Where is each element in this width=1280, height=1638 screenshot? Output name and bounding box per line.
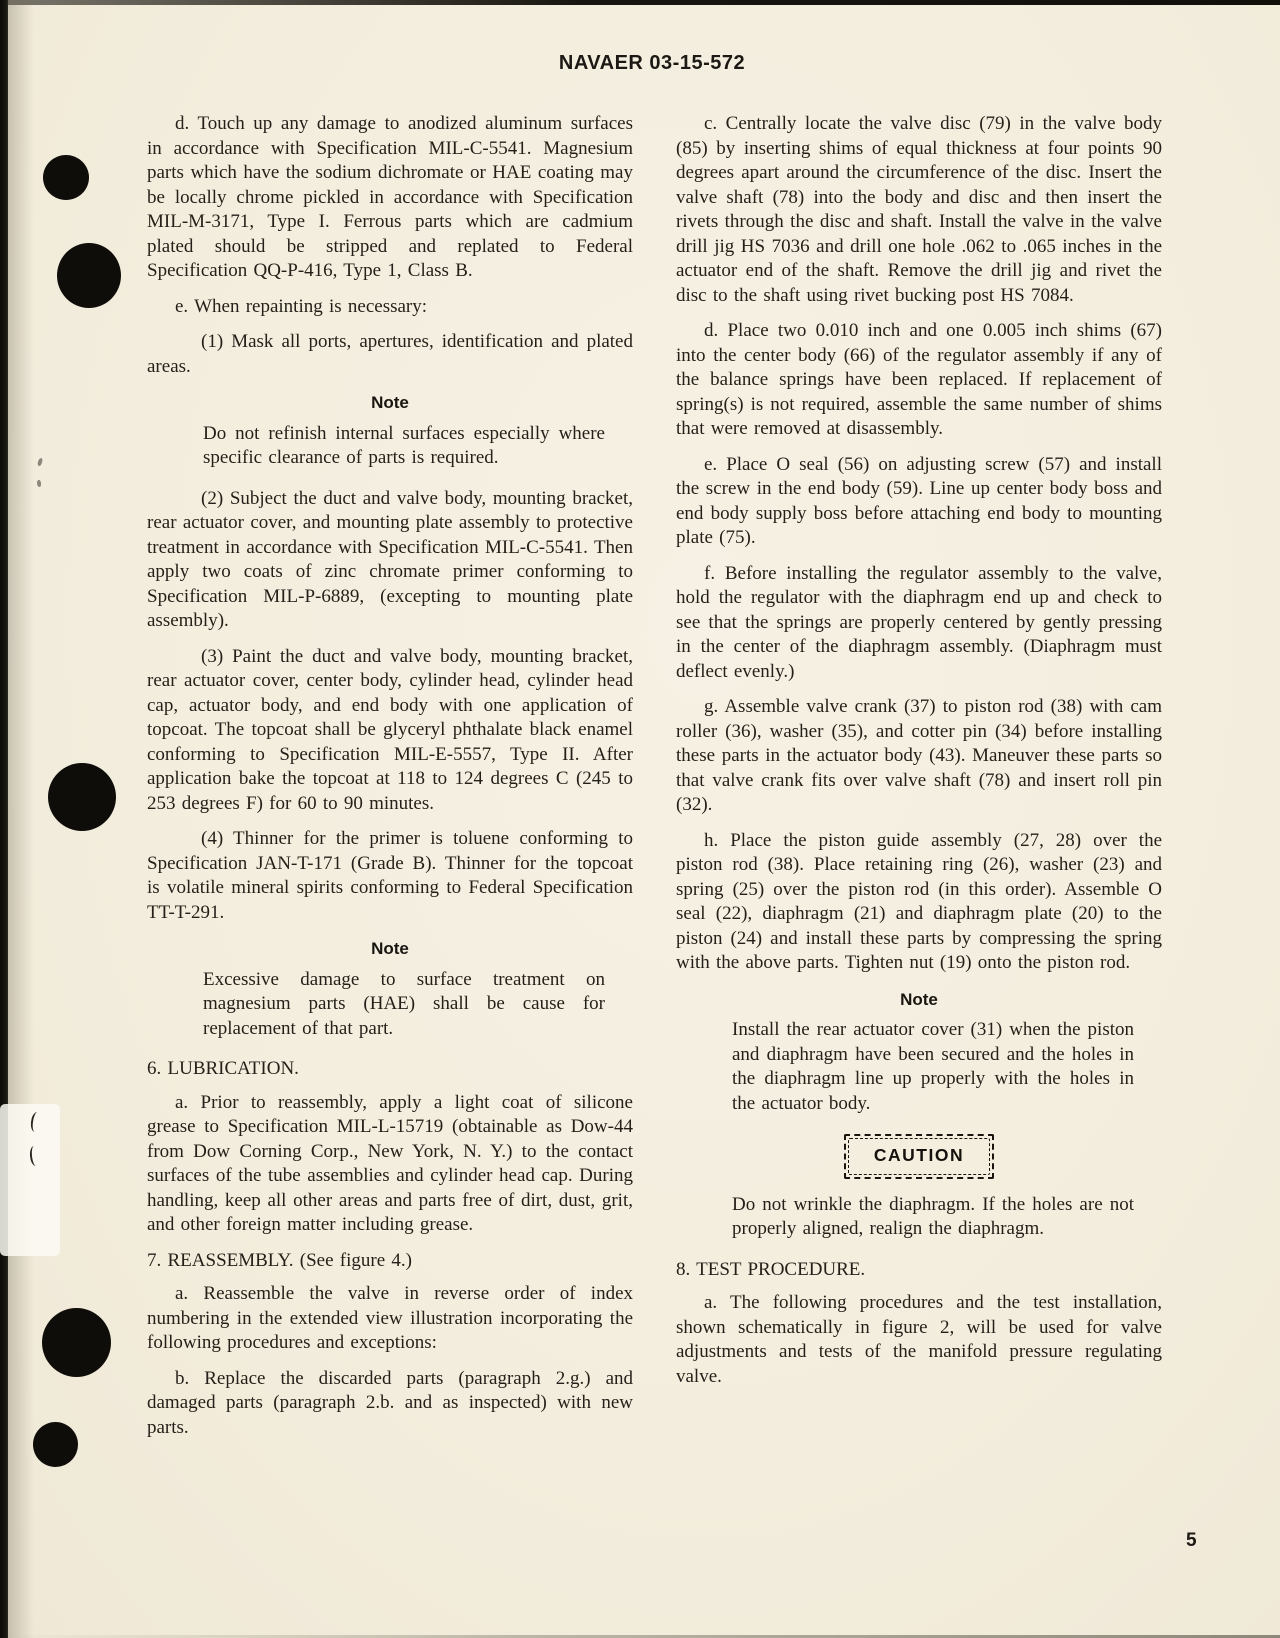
paragraph-a2: a. Reassemble the valve in reverse order of index numbering in the extended view illustration incorporating the following procedures and exceptions: [147,1283,633,1353]
caution-box [676,1134,1162,1179]
punch-hole-mark [48,763,116,831]
note-heading: Note [900,989,938,1009]
section-heading-reassembly: 7. REASSEMBLY. (See figure 4.) [147,1249,412,1271]
punch-hole-mark [43,155,89,200]
section-heading-lubrication: 6. LUBRICATION. [147,1058,299,1079]
subparagraph-2: (2) Subject the duct and valve body, mounting bracket, rear actuator cover, and mounting plate assembly to protective treatment in accordance with Specification MIL-C-5541. Then apply two coats of zinc chromate primer conforming to Specification MIL-P-6889, (excepting to mounting plate assembly). [147,487,633,631]
paragraph-e2: e. Place O seal (56) on adjusting screw (57) and install the screw in the end body (59). Line up center body boss and end body supply boss before attaching end body to mounting plate (75). [676,453,1162,548]
paragraph-f: f. Before installing the regulator assembly to the valve, hold the regulator with the diaphragm end up and check to see that the springs are properly centered by gently pressing in the center of the diaphragm assembly. (Diaphragm must deflect evenly.) [676,562,1162,682]
note-heading: Note [371,939,409,958]
punch-hole-mark [42,1308,111,1377]
punch-hole-mark [33,1422,78,1467]
paragraph-a: a. Prior to reassembly, apply a light coat of silicone grease to Specification MIL-L-15719 (obtainable as Dow-44 from Dow Corning Corp., New York, N. Y.) to the contact surfaces of the tube assemblies and cylinder head cap. During handling, keep all other areas and parts free of dirt, dust, grit, and other foreign matter including grease. [147,1091,633,1235]
note-body: Excessive damage to surface treatment on magnesium parts (HAE) shall be cause for replacement of that part. [203,968,605,1039]
subparagraph-3: (3) Paint the duct and valve body, mounting bracket, rear actuator cover, center body, cylinder head, cylinder head cap, actuator body, and end body with one application of topcoat. The topcoat shall be glyceryl phthalate black enamel conforming to Specification MIL-E-5557, Type II. After application bake the topcoat at 118 to 124 degrees C (245 to 253 degrees F) for 60 to 90 minutes. [147,645,633,814]
subparagraph-1: (1) Mask all ports, apertures, identification and plated areas. [147,331,633,377]
paragraph-d2: d. Place two 0.010 inch and one 0.005 inch shims (67) into the center body (66) of the regulator assembly if any of the balance springs have been replaced. If replacement of spring(s) is not required, assemble the same number of shims that were removed at disassembly. [676,320,1162,439]
note-body: Do not refinish internal surfaces especially where specific clearance of parts is required. [203,422,605,468]
paragraph-g: g. Assemble valve crank (37) to piston rod (38) with cam roller (36), washer (35), and cotter pin (34) before installing these parts in the actuator body (43). Maneuver these parts so that valve crank fits over valve shaft (78) and insert roll pin (32). [676,696,1162,815]
subparagraph-4: (4) Thinner for the primer is toluene conforming to Specification JAN-T-171 (Grade B). Thinner for the topcoat is volatile mineral spirits conforming to Federal Specification TT-T-291. [147,828,633,923]
paragraph-c: c. Centrally locate the valve disc (79) in the valve body (85) by inserting shims of equal thickness at four points 90 degrees apart around the circumference of the disc. Insert the valve shaft (78) into the body and disc and then insert the rivets through the disc and shaft. Install the valve in the valve drill jig HS 7036 and drill one hole .062 to .065 inches in the actuator end of the shaft. Remove the drill jig and rivet the disc to the shaft using rivet bucking post HS 7084. [676,113,1162,306]
section-heading-test-procedure: 8. TEST PROCEDURE. [676,1258,866,1280]
page-header: NAVAER 03-15-572 [558,52,746,74]
right-column [676,112,1162,1400]
paragraph-e: e. When repainting is necessary: [175,295,428,317]
punch-hole-mark [57,243,121,308]
note-heading: Note [371,393,409,412]
caution-body: Do not wrinkle the diaphragm. If the holes are not properly aligned, realign the diaphragm. [732,1193,1134,1239]
scan-left-edge [0,0,8,1638]
paragraph-a3: a. The following procedures and the test installation, shown schematically in figure 2, will be used for valve adjustments and tests of the manifold pressure regulating valve. [676,1292,1162,1387]
left-column [147,112,633,1451]
note-body: Install the rear actuator cover (31) when the piston and diaphragm have been secured and the holes in the diaphragm line up properly with the holes in the actuator body. [732,1019,1134,1114]
paragraph-d: d. Touch up any damage to anodized aluminum surfaces in accordance with Specification MIL-C-5541. Magnesium parts which have the sodium dichromate or HAE coating may be locally chrome pickled in accordance with Specification MIL-M-3171, Type I. Ferrous parts which are cadmium plated should be stripped and replated to Federal Specification QQ-P-416, Type 1, Class B. [147,113,633,281]
caution-box-border [844,1134,994,1179]
paragraph-b: b. Replace the discarded parts (paragraph 2.g.) and damaged parts (paragraph 2.b. and as inspected) with new parts. [147,1367,633,1438]
scan-top-edge [0,0,1280,5]
scan-speck [37,458,43,467]
paragraph-h: h. Place the piston guide assembly (27, 28) over the piston rod (38). Place retaining ring (26), washer (23) and spring (25) over the piston rod (in this order). Assemble O seal (22), diaphragm (21) and diaphragm plate (20) to the piston (24) and install these parts by compressing the spring with the above parts. Tighten nut (19) onto the piston rod. [676,829,1162,973]
scan-speck [36,480,41,488]
caution-label: CAUTION [873,1145,965,1165]
page-number: 5 [1186,1530,1197,1551]
scan-left-shadow [8,0,34,1638]
